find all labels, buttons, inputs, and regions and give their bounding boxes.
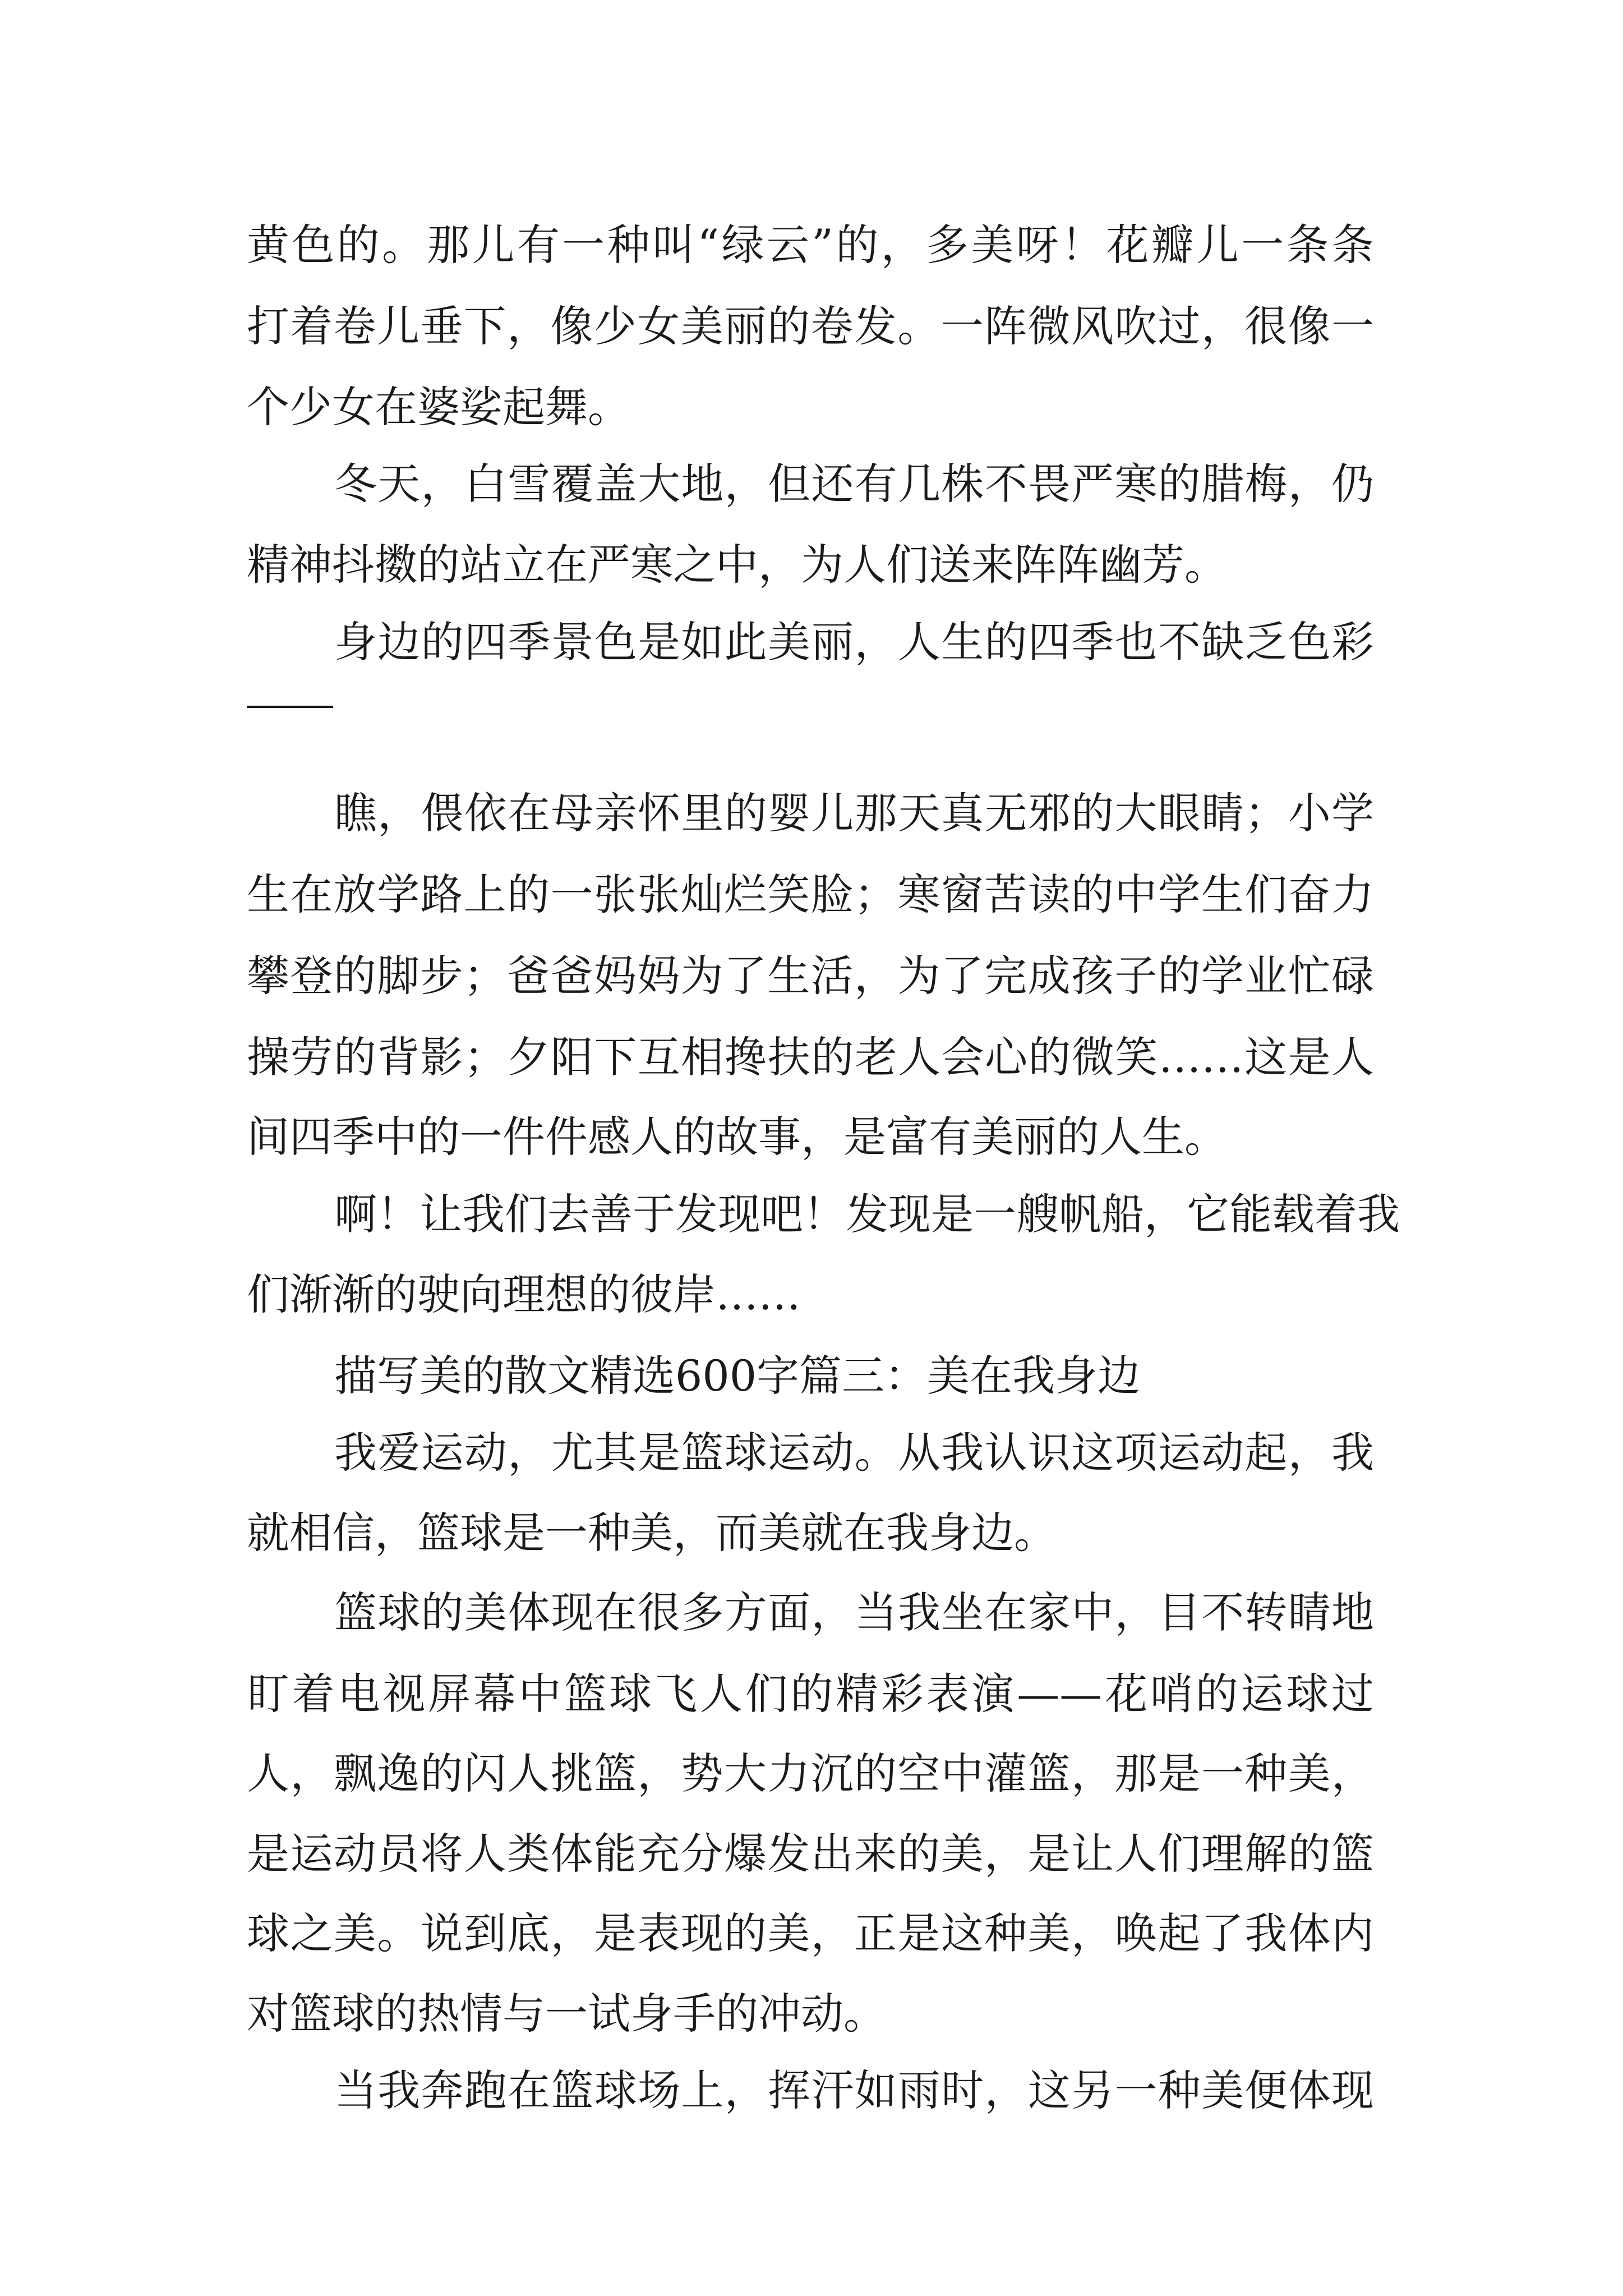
text-line: 生在放学路上的一张张灿烂笑脸；寒窗苦读的中学生们奋力 (247, 869, 1374, 919)
text-line: 攀登的脚步；爸爸妈妈为了生活，为了完成孩子的学业忙碌 (247, 951, 1374, 1001)
text-line: 个少女在婆娑起舞。 (247, 382, 630, 432)
text-line: 是运动员将人类体能充分爆发出来的美，是让人们理解的篮 (247, 1829, 1374, 1879)
paragraph-first-line: 啊！让我们去善于发现吧！发现是一艘帆船，它能载着我 (334, 1189, 1400, 1239)
paragraph-first-line: 篮球的美体现在很多方面，当我坐在家中，目不转睛地 (334, 1588, 1374, 1637)
paragraph-first-line: 我爱运动，尤其是篮球运动。从我认识这项运动起，我 (334, 1428, 1374, 1478)
text-line: 对篮球的热情与一试身手的冲动。 (247, 1989, 886, 2039)
text-line: 盯着电视屏幕中篮球飞人们的精彩表演——花哨的运球过 (247, 1669, 1374, 1719)
em-dash-line (247, 706, 333, 708)
text-line: 们渐渐的驶向理想的彼岸…… (247, 1269, 801, 1319)
text-line: 精神抖擞的站立在严寒之中，为人们送来阵阵幽芳。 (247, 540, 1227, 590)
paragraph-first-line: 冬天，白雪覆盖大地，但还有几株不畏严寒的腊梅，仍 (334, 459, 1374, 509)
text-line: 人，飘逸的闪人挑篮，势大力沉的空中灌篮，那是一种美， (247, 1749, 1374, 1798)
text-line: 黄色的。那儿有一种叫“绿云”的，多美呀！花瓣儿一条条 (247, 220, 1374, 270)
text-line: 间四季中的一件件感人的故事，是富有美丽的人生。 (247, 1112, 1227, 1162)
text-line: 球之美。说到底，是表现的美，正是这种美，唤起了我体内 (247, 1908, 1374, 1958)
paragraph-first-line: 身边的四季景色是如此美丽，人生的四季也不缺乏色彩 (334, 617, 1374, 667)
text-line: 打着卷儿垂下，像少女美丽的卷发。一阵微风吹过，很像一 (247, 301, 1374, 351)
text-line: 就相信，篮球是一种美，而美就在我身边。 (247, 1508, 1057, 1558)
paragraph-first-line: 瞧，偎依在母亲怀里的婴儿那天真无邪的大眼睛；小学 (334, 788, 1374, 838)
text-line: 操劳的背影；夕阳下互相搀扶的老人会心的微笑……这是人 (247, 1032, 1374, 1082)
paragraph-first-line: 当我奔跑在篮球场上，挥汗如雨时，这另一种美便体现 (334, 2065, 1374, 2115)
section-heading: 描写美的散文精选600字篇三：美在我身边 (334, 1351, 1141, 1401)
